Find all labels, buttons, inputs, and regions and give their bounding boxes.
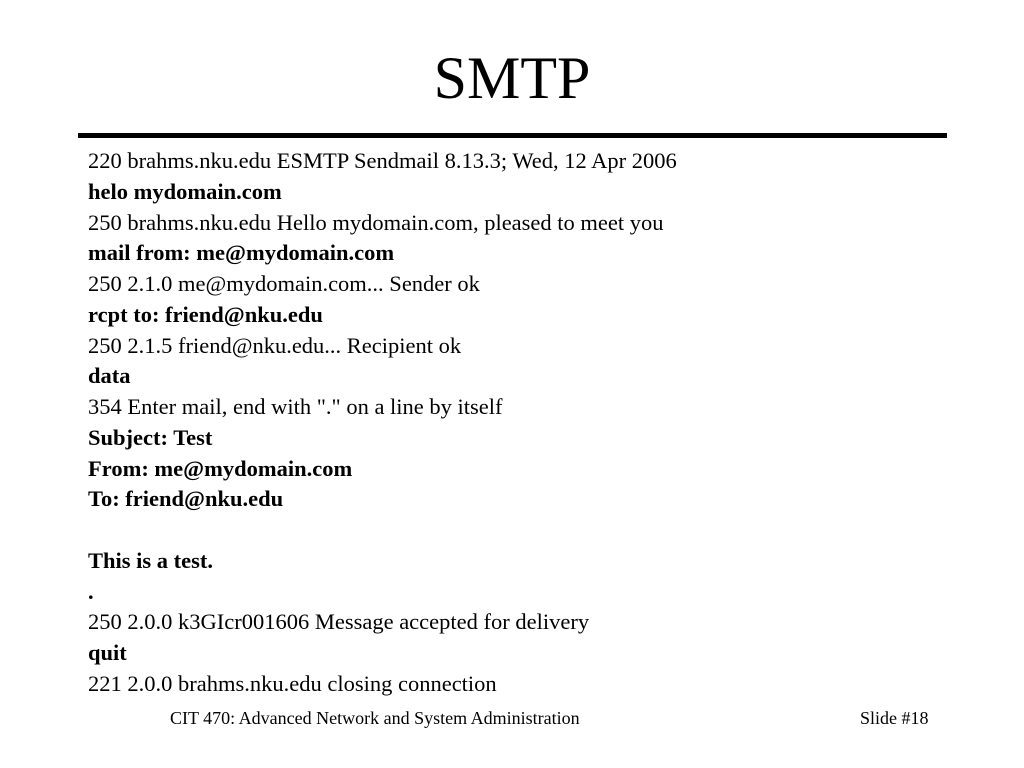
slide-title: SMTP xyxy=(433,45,591,111)
transcript-line-data-command: data xyxy=(88,363,131,389)
transcript-line-server-greeting: 220 brahms.nku.edu ESMTP Sendmail 8.13.3; Wed, 12 Apr 2006 xyxy=(88,148,677,173)
transcript-line-to-header: To: friend@nku.edu xyxy=(88,486,284,512)
transcript-line-data-response: 354 Enter mail, end with "." on a line by itself xyxy=(88,394,503,419)
transcript-line-closing-connection: 221 2.0.0 brahms.nku.edu closing connection xyxy=(88,670,497,696)
transcript-line-helo-response: 250 brahms.nku.edu Hello mydomain.com, pleased to meet you xyxy=(88,209,664,235)
transcript-line-quit-command: quit xyxy=(88,640,127,665)
transcript-line-mail-from-command: mail from: me@mydomain.com xyxy=(88,240,395,266)
transcript-line-recipient-ok: 250 2.1.5 friend@nku.edu... Recipient ok xyxy=(88,332,462,358)
title-divider xyxy=(78,133,947,138)
smtp-transcript xyxy=(88,146,948,700)
transcript-line-from-header: From: me@mydomain.com xyxy=(88,455,353,481)
transcript-line-rcpt-to-command: rcpt to: friend@nku.edu xyxy=(88,301,323,327)
transcript-line-helo-command: helo mydomain.com xyxy=(88,178,282,204)
transcript-line-sender-ok: 250 2.1.0 me@mydomain.com... Sender ok xyxy=(88,271,480,296)
footer-slide-number: Slide #18 xyxy=(860,708,929,728)
footer-course-title: CIT 470: Advanced Network and System Administration xyxy=(170,708,580,728)
transcript-line-end-of-data: . xyxy=(88,578,94,604)
transcript-line-subject-header: Subject: Test xyxy=(88,424,213,450)
transcript-line-message-accepted: 250 2.0.0 k3GIcr001606 Message accepted for delivery xyxy=(88,609,590,635)
transcript-line-blank xyxy=(88,515,948,546)
transcript-line-message-body: This is a test. xyxy=(88,547,214,573)
